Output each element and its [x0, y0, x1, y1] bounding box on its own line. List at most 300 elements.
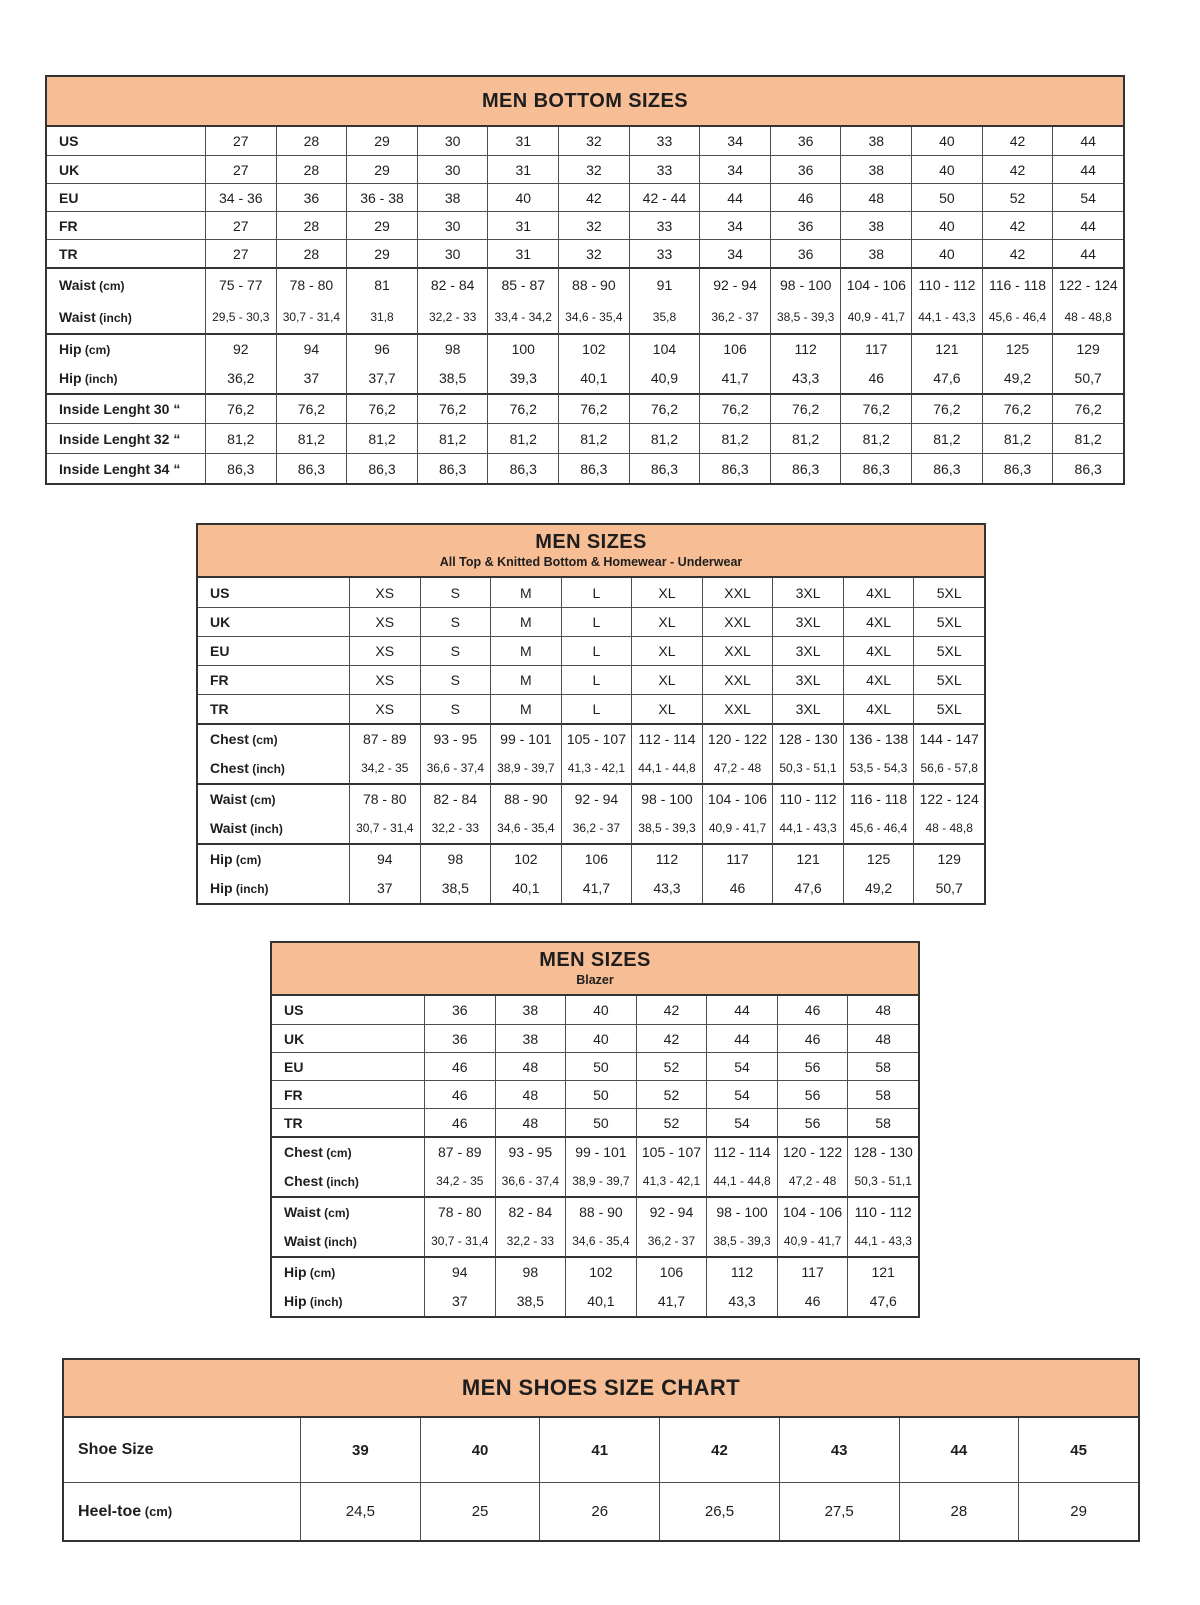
- value-cell: XS: [349, 607, 420, 636]
- value-cell: 50,7: [913, 873, 984, 903]
- value-cell: 81,2: [1052, 423, 1123, 453]
- row-label: [198, 607, 349, 636]
- value-cell: 112: [706, 1256, 777, 1286]
- row-label: [47, 211, 205, 239]
- value-cell: XS: [349, 665, 420, 694]
- table-subtitle: All Top & Knitted Bottom & Homewear - Underwear: [439, 555, 743, 570]
- men-blazer-sizes-grid: [272, 996, 918, 1316]
- value-cell: 40,9 - 41,7: [702, 813, 773, 843]
- value-cell: 39: [300, 1418, 420, 1482]
- value-cell: 116 - 118: [843, 783, 914, 813]
- value-cell: 42: [659, 1418, 779, 1482]
- value-cell: 44: [706, 996, 777, 1024]
- value-cell: XS: [349, 578, 420, 607]
- value-cell: 34,2 - 35: [349, 753, 420, 783]
- value-cell: 44: [699, 183, 770, 211]
- value-cell: 3XL: [772, 694, 843, 723]
- value-cell: 30: [417, 127, 488, 155]
- value-cell: S: [420, 578, 491, 607]
- value-cell: 29: [346, 239, 417, 267]
- value-cell: 38,5 - 39,3: [631, 813, 702, 843]
- row-label: [198, 665, 349, 694]
- value-cell: 31,8: [346, 300, 417, 333]
- value-cell: 76,2: [770, 393, 841, 423]
- value-cell: 40,9 - 41,7: [777, 1226, 848, 1256]
- value-cell: 31: [487, 211, 558, 239]
- value-cell: 76,2: [205, 393, 276, 423]
- value-cell: 42: [982, 239, 1053, 267]
- row-label: [47, 423, 205, 453]
- value-cell: 45,6 - 46,4: [982, 300, 1053, 333]
- value-cell: 144 - 147: [913, 723, 984, 753]
- row-label-text: EU: [210, 643, 230, 659]
- value-cell: 40,9: [629, 363, 700, 393]
- value-cell: 86,3: [276, 453, 347, 483]
- row-label-text: Hip: [59, 370, 82, 386]
- value-cell: 104: [629, 333, 700, 363]
- value-cell: 38: [840, 239, 911, 267]
- value-cell: 50: [911, 183, 982, 211]
- value-cell: 37: [276, 363, 347, 393]
- row-label-unit: (cm): [81, 343, 111, 357]
- value-cell: 76,2: [699, 393, 770, 423]
- value-cell: 28: [276, 155, 347, 183]
- row-label: [47, 155, 205, 183]
- value-cell: 99 - 101: [565, 1136, 636, 1166]
- value-cell: 40,1: [565, 1286, 636, 1316]
- value-cell: 117: [777, 1256, 848, 1286]
- value-cell: S: [420, 665, 491, 694]
- value-cell: 46: [424, 1080, 495, 1108]
- value-cell: 105 - 107: [561, 723, 632, 753]
- value-cell: 29: [1018, 1482, 1138, 1540]
- value-cell: XS: [349, 694, 420, 723]
- row-label: [198, 723, 349, 753]
- row-label-unit: (cm): [246, 793, 276, 807]
- row-label: [47, 300, 205, 333]
- row-label-text: Hip: [284, 1264, 307, 1280]
- value-cell: 76,2: [840, 393, 911, 423]
- value-cell: 81,2: [417, 423, 488, 453]
- value-cell: 31: [487, 127, 558, 155]
- value-cell: 50: [565, 1080, 636, 1108]
- value-cell: 56: [777, 1080, 848, 1108]
- value-cell: 44,1 - 43,3: [847, 1226, 918, 1256]
- row-label-unit: (inch): [246, 822, 283, 836]
- value-cell: 86,3: [770, 453, 841, 483]
- value-cell: 30: [417, 211, 488, 239]
- value-cell: 33: [629, 211, 700, 239]
- row-label: [198, 578, 349, 607]
- value-cell: 33: [629, 155, 700, 183]
- row-label: [198, 813, 349, 843]
- value-cell: 48 - 48,8: [913, 813, 984, 843]
- value-cell: 92: [205, 333, 276, 363]
- value-cell: 54: [1052, 183, 1123, 211]
- value-cell: 41,7: [699, 363, 770, 393]
- value-cell: 104 - 106: [840, 267, 911, 300]
- value-cell: 40: [911, 155, 982, 183]
- value-cell: 76,2: [487, 393, 558, 423]
- value-cell: 36: [770, 127, 841, 155]
- value-cell: 94: [276, 333, 347, 363]
- value-cell: 112 - 114: [631, 723, 702, 753]
- value-cell: 86,3: [1052, 453, 1123, 483]
- value-cell: 46: [424, 1108, 495, 1136]
- value-cell: XXL: [702, 636, 773, 665]
- row-label-text: Chest: [284, 1144, 323, 1160]
- value-cell: 93 - 95: [495, 1136, 566, 1166]
- value-cell: 34: [699, 155, 770, 183]
- row-label: [47, 453, 205, 483]
- value-cell: 40: [487, 183, 558, 211]
- value-cell: 81,2: [558, 423, 629, 453]
- row-label: [47, 183, 205, 211]
- value-cell: 50: [565, 1108, 636, 1136]
- row-label: [64, 1418, 300, 1482]
- row-label-unit: (cm): [322, 1146, 352, 1160]
- value-cell: 41,7: [561, 873, 632, 903]
- value-cell: 27: [205, 239, 276, 267]
- value-cell: 32,2 - 33: [420, 813, 491, 843]
- value-cell: 29: [346, 127, 417, 155]
- value-cell: 98 - 100: [770, 267, 841, 300]
- value-cell: 36,2 - 37: [636, 1226, 707, 1256]
- value-cell: 86,3: [346, 453, 417, 483]
- row-label: [47, 267, 205, 300]
- value-cell: 30,7 - 31,4: [276, 300, 347, 333]
- value-cell: 129: [913, 843, 984, 873]
- value-cell: 86,3: [417, 453, 488, 483]
- value-cell: 38: [417, 183, 488, 211]
- value-cell: 48: [495, 1108, 566, 1136]
- value-cell: 26,5: [659, 1482, 779, 1540]
- value-cell: 40: [565, 1024, 636, 1052]
- value-cell: 36: [770, 211, 841, 239]
- men-top-sizes-header: [198, 525, 984, 578]
- value-cell: 47,6: [911, 363, 982, 393]
- table-title: MEN SIZES: [535, 531, 647, 554]
- men-shoes-size-chart-header: [64, 1360, 1138, 1418]
- value-cell: 37: [349, 873, 420, 903]
- row-label: [198, 636, 349, 665]
- value-cell: 76,2: [276, 393, 347, 423]
- value-cell: 4XL: [843, 665, 914, 694]
- row-label: [47, 127, 205, 155]
- value-cell: 87 - 89: [424, 1136, 495, 1166]
- row-label-unit: (cm): [141, 1503, 173, 1519]
- value-cell: 36: [276, 183, 347, 211]
- value-cell: 81,2: [487, 423, 558, 453]
- value-cell: S: [420, 636, 491, 665]
- value-cell: 26: [539, 1482, 659, 1540]
- value-cell: 45,6 - 46,4: [843, 813, 914, 843]
- value-cell: 40: [911, 239, 982, 267]
- value-cell: 38: [840, 155, 911, 183]
- value-cell: 58: [847, 1108, 918, 1136]
- value-cell: 75 - 77: [205, 267, 276, 300]
- men-bottom-sizes-grid: [47, 127, 1123, 483]
- row-label-text: Waist: [284, 1233, 321, 1249]
- value-cell: 54: [706, 1080, 777, 1108]
- value-cell: 88 - 90: [558, 267, 629, 300]
- row-label: [272, 1166, 424, 1196]
- value-cell: 112 - 114: [706, 1136, 777, 1166]
- row-label-text: Hip: [284, 1293, 307, 1309]
- value-cell: 34,6 - 35,4: [558, 300, 629, 333]
- value-cell: 58: [847, 1052, 918, 1080]
- value-cell: 110 - 112: [911, 267, 982, 300]
- value-cell: 36,2 - 37: [561, 813, 632, 843]
- value-cell: 34,6 - 35,4: [490, 813, 561, 843]
- row-label-text: Waist: [59, 308, 96, 325]
- value-cell: 46: [777, 1286, 848, 1316]
- value-cell: 45: [1018, 1418, 1138, 1482]
- value-cell: 52: [636, 1108, 707, 1136]
- row-label-unit: (inch): [322, 1175, 359, 1189]
- value-cell: 40,9 - 41,7: [840, 300, 911, 333]
- value-cell: 121: [911, 333, 982, 363]
- value-cell: 44: [706, 1024, 777, 1052]
- row-label-unit: (inch): [320, 1235, 357, 1249]
- value-cell: 3XL: [772, 665, 843, 694]
- value-cell: 5XL: [913, 694, 984, 723]
- row-label-unit: (inch): [306, 1295, 343, 1309]
- value-cell: 56: [777, 1108, 848, 1136]
- value-cell: 46: [840, 363, 911, 393]
- row-label: [272, 1052, 424, 1080]
- value-cell: 100: [487, 333, 558, 363]
- value-cell: 76,2: [558, 393, 629, 423]
- value-cell: L: [561, 607, 632, 636]
- value-cell: XL: [631, 636, 702, 665]
- value-cell: 81,2: [770, 423, 841, 453]
- value-cell: 27: [205, 127, 276, 155]
- value-cell: 33,4 - 34,2: [487, 300, 558, 333]
- value-cell: 41: [539, 1418, 659, 1482]
- value-cell: 76,2: [1052, 393, 1123, 423]
- value-cell: 78 - 80: [424, 1196, 495, 1226]
- row-label: [198, 873, 349, 903]
- value-cell: 28: [276, 211, 347, 239]
- value-cell: 136 - 138: [843, 723, 914, 753]
- value-cell: 121: [847, 1256, 918, 1286]
- value-cell: 34: [699, 211, 770, 239]
- value-cell: 34 - 36: [205, 183, 276, 211]
- value-cell: 81,2: [911, 423, 982, 453]
- row-label-unit: (inch): [95, 310, 132, 325]
- value-cell: 5XL: [913, 665, 984, 694]
- row-label-unit: (cm): [306, 1266, 336, 1280]
- value-cell: 36: [424, 1024, 495, 1052]
- value-cell: 41,7: [636, 1286, 707, 1316]
- value-cell: XS: [349, 636, 420, 665]
- row-label-unit: (inch): [232, 882, 269, 896]
- value-cell: XL: [631, 578, 702, 607]
- value-cell: 86,3: [911, 453, 982, 483]
- value-cell: 98: [495, 1256, 566, 1286]
- value-cell: 98: [420, 843, 491, 873]
- value-cell: 42 - 44: [629, 183, 700, 211]
- row-label: [272, 1286, 424, 1316]
- value-cell: 102: [490, 843, 561, 873]
- value-cell: 86,3: [205, 453, 276, 483]
- row-label-text: UK: [210, 614, 231, 630]
- value-cell: 92 - 94: [699, 267, 770, 300]
- value-cell: 106: [699, 333, 770, 363]
- value-cell: 44,1 - 44,8: [706, 1166, 777, 1196]
- men-top-sizes-table: [196, 523, 986, 905]
- value-cell: XL: [631, 694, 702, 723]
- value-cell: 44: [899, 1418, 1019, 1482]
- row-label-text: UK: [59, 161, 80, 178]
- value-cell: 112: [770, 333, 841, 363]
- value-cell: 43,3: [706, 1286, 777, 1316]
- value-cell: 36,2 - 37: [699, 300, 770, 333]
- value-cell: 38,9 - 39,7: [565, 1166, 636, 1196]
- row-label-text: Chest: [210, 760, 249, 776]
- value-cell: 38: [495, 996, 566, 1024]
- row-label-unit: (inch): [81, 372, 118, 386]
- value-cell: 122 - 124: [1052, 267, 1123, 300]
- row-label-text: Waist: [284, 1204, 321, 1220]
- men-shoes-size-chart-table: [62, 1358, 1140, 1542]
- value-cell: 34,6 - 35,4: [565, 1226, 636, 1256]
- value-cell: XL: [631, 665, 702, 694]
- value-cell: 44: [1052, 211, 1123, 239]
- value-cell: 106: [636, 1256, 707, 1286]
- value-cell: 54: [706, 1052, 777, 1080]
- table-title: MEN SHOES SIZE CHART: [461, 1375, 741, 1401]
- value-cell: 76,2: [417, 393, 488, 423]
- value-cell: 46: [424, 1052, 495, 1080]
- value-cell: 129: [1052, 333, 1123, 363]
- value-cell: 110 - 112: [772, 783, 843, 813]
- row-label-text: Heel-toe: [78, 1502, 142, 1520]
- row-label-text: TR: [59, 245, 78, 262]
- value-cell: 32,2 - 33: [417, 300, 488, 333]
- value-cell: 47,6: [772, 873, 843, 903]
- value-cell: 86,3: [629, 453, 700, 483]
- row-label-text: EU: [284, 1058, 304, 1075]
- row-label: [198, 783, 349, 813]
- value-cell: 33: [629, 127, 700, 155]
- value-cell: 48: [495, 1052, 566, 1080]
- value-cell: 81,2: [629, 423, 700, 453]
- row-label-text: TR: [210, 701, 229, 717]
- value-cell: 4XL: [843, 607, 914, 636]
- row-label-text: EU: [59, 189, 79, 206]
- value-cell: 98 - 100: [706, 1196, 777, 1226]
- value-cell: 87 - 89: [349, 723, 420, 753]
- value-cell: 78 - 80: [349, 783, 420, 813]
- value-cell: 38: [840, 211, 911, 239]
- row-label: [272, 1136, 424, 1166]
- value-cell: 41,3 - 42,1: [561, 753, 632, 783]
- value-cell: 31: [487, 239, 558, 267]
- value-cell: 4XL: [843, 694, 914, 723]
- men-top-sizes-grid: [198, 578, 984, 903]
- value-cell: 32,2 - 33: [495, 1226, 566, 1256]
- value-cell: 48 - 48,8: [1052, 300, 1123, 333]
- row-label: [47, 363, 205, 393]
- value-cell: 4XL: [843, 578, 914, 607]
- row-label-text: US: [210, 584, 230, 601]
- value-cell: 38,9 - 39,7: [490, 753, 561, 783]
- value-cell: 47,2 - 48: [702, 753, 773, 783]
- value-cell: 86,3: [558, 453, 629, 483]
- value-cell: 38: [495, 1024, 566, 1052]
- value-cell: 86,3: [840, 453, 911, 483]
- value-cell: 81,2: [346, 423, 417, 453]
- table-subtitle: Blazer: [576, 973, 614, 988]
- value-cell: 30: [417, 239, 488, 267]
- value-cell: 31: [487, 155, 558, 183]
- row-label-text: Chest: [284, 1173, 323, 1189]
- value-cell: 125: [843, 843, 914, 873]
- value-cell: 122 - 124: [913, 783, 984, 813]
- value-cell: 44: [1052, 127, 1123, 155]
- value-cell: 48: [495, 1080, 566, 1108]
- row-label-unit: (cm): [248, 733, 278, 747]
- row-label: [272, 1024, 424, 1052]
- value-cell: 52: [636, 1052, 707, 1080]
- row-label-unit: (cm): [320, 1206, 350, 1220]
- value-cell: 48: [840, 183, 911, 211]
- value-cell: 102: [565, 1256, 636, 1286]
- value-cell: 30,7 - 31,4: [424, 1226, 495, 1256]
- value-cell: 48: [847, 1024, 918, 1052]
- value-cell: 27: [205, 155, 276, 183]
- value-cell: 48: [847, 996, 918, 1024]
- value-cell: 43,3: [631, 873, 702, 903]
- value-cell: L: [561, 694, 632, 723]
- value-cell: 104 - 106: [702, 783, 773, 813]
- value-cell: 39,3: [487, 363, 558, 393]
- value-cell: 28: [276, 239, 347, 267]
- value-cell: 24,5: [300, 1482, 420, 1540]
- value-cell: 44,1 - 44,8: [631, 753, 702, 783]
- value-cell: 117: [702, 843, 773, 873]
- value-cell: XL: [631, 607, 702, 636]
- row-label-text: Waist: [210, 820, 247, 836]
- value-cell: 112: [631, 843, 702, 873]
- value-cell: 117: [840, 333, 911, 363]
- row-label-text: Shoe Size: [78, 1441, 154, 1458]
- value-cell: 54: [706, 1108, 777, 1136]
- row-label-text: Chest: [210, 731, 249, 747]
- value-cell: 94: [349, 843, 420, 873]
- value-cell: 52: [982, 183, 1053, 211]
- value-cell: XXL: [702, 665, 773, 694]
- value-cell: 105 - 107: [636, 1136, 707, 1166]
- row-label-unit: (inch): [248, 762, 285, 776]
- value-cell: 34: [699, 239, 770, 267]
- row-label: [198, 843, 349, 873]
- value-cell: 76,2: [911, 393, 982, 423]
- value-cell: 50: [565, 1052, 636, 1080]
- value-cell: 27,5: [779, 1482, 899, 1540]
- value-cell: 58: [847, 1080, 918, 1108]
- value-cell: 128 - 130: [847, 1136, 918, 1166]
- value-cell: 120 - 122: [702, 723, 773, 753]
- row-label: [272, 1196, 424, 1226]
- value-cell: XXL: [702, 578, 773, 607]
- value-cell: 82 - 84: [417, 267, 488, 300]
- value-cell: 86,3: [982, 453, 1053, 483]
- value-cell: 34: [699, 127, 770, 155]
- row-label-text: FR: [284, 1086, 303, 1103]
